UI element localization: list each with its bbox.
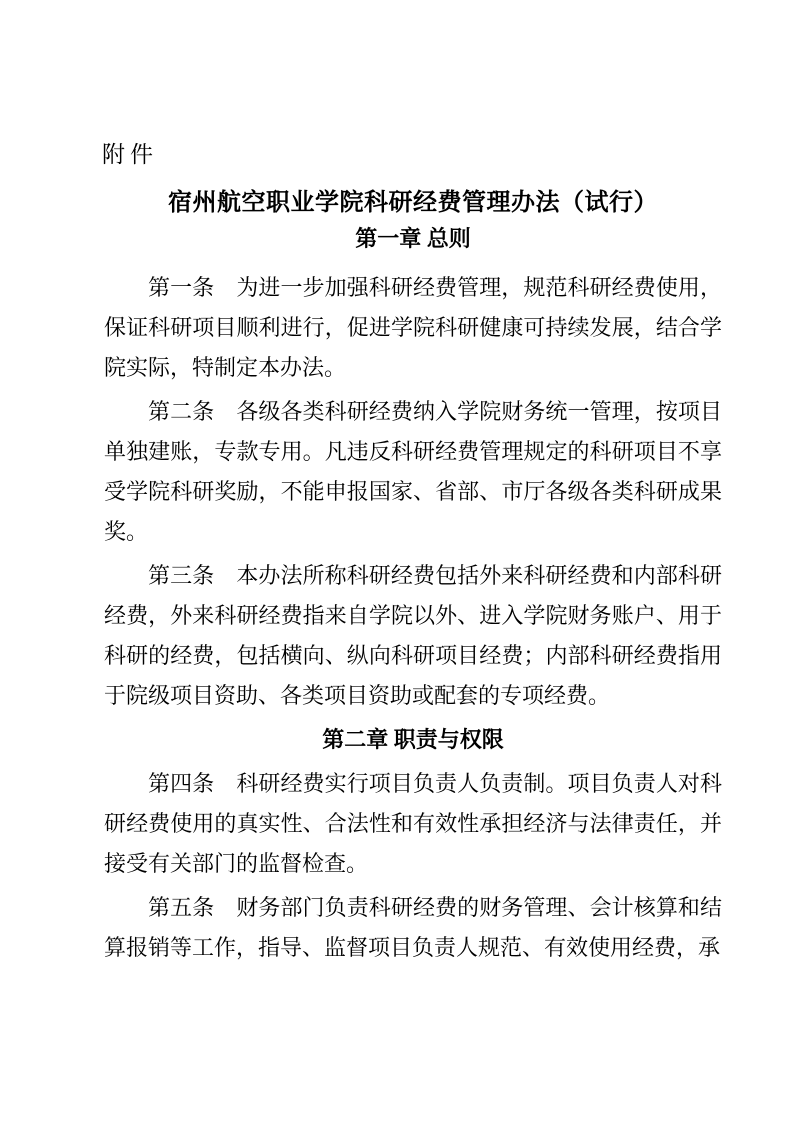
article-2-paragraph: 第二条 各级各类科研经费纳入学院财务统一管理，按项目单独建账，专款专用。凡违反科研经费管理规定的科研项目不享受学院科研奖励，不能申报国家、省部、市厅各级各类科研成果奖。: [104, 399, 722, 544]
document-title: 宿州航空职业学院科研经费管理办法（试行）: [168, 190, 658, 216]
article-1-paragraph: 第一条 为进一步加强科研经费管理，规范科研经费使用，保证科研项目顺利进行，促进学院科研健康可持续发展，结合学院实际，特制定本办法。: [104, 275, 722, 380]
article-4-paragraph: 第四条 科研经费实行项目负责人负责制。项目负责人对科研经费使用的真实性、合法性和有效性承担经济与法律责任，并接受有关部门的监督检查。: [104, 771, 722, 876]
chapter-2-heading: 第二章 职责与权限: [322, 727, 504, 752]
document-body: [104, 264, 722, 972]
chapter-1-heading: 第一章 总则: [355, 226, 471, 251]
article-5-paragraph: 第五条 财务部门负责科研经费的财务管理、会计核算和结算报销等工作，指导、监督项目负责人规范、有效使用经费，承: [104, 895, 722, 960]
attachment-label: 附件: [102, 142, 158, 167]
article-3-paragraph: 第三条 本办法所称科研经费包括外来科研经费和内部科研经费，外来科研经费指来自学院以外、进入学院财务账户、用于科研的经费，包括横向、纵向科研项目经费；内部科研经费指用于院级项目资助、各类项目资助或配套的专项经费。: [104, 563, 722, 708]
